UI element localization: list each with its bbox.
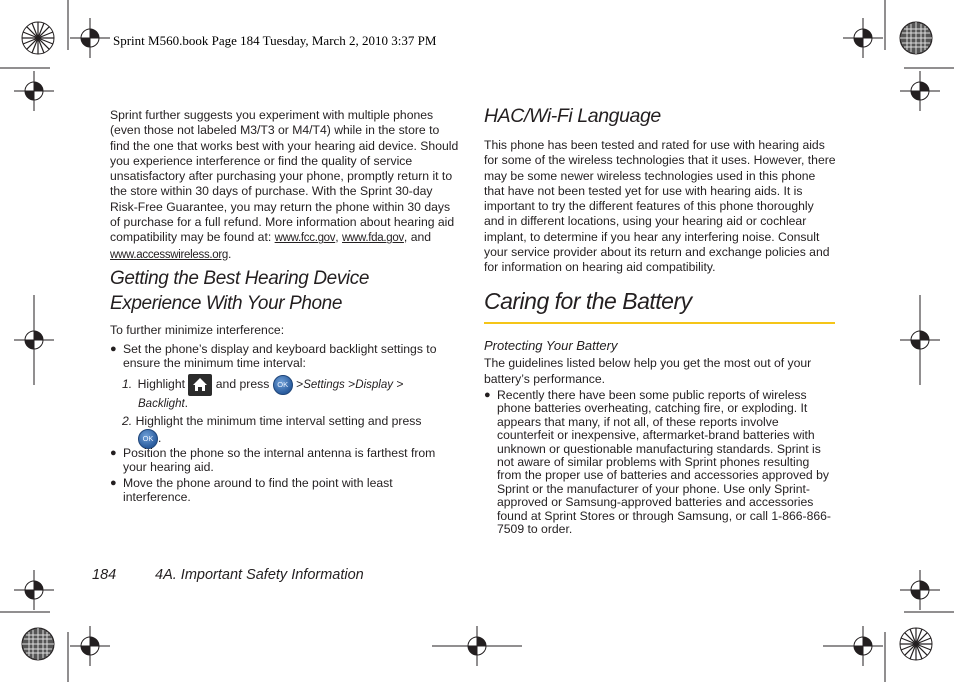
separator: , and	[403, 230, 432, 245]
step-number: 2.	[122, 414, 133, 428]
bullet-icon: ●	[110, 343, 117, 355]
color-target-icon	[21, 21, 55, 55]
registration-mark-icon	[447, 626, 507, 666]
bullet-text: Set the phone’s display and keyboard backlight settings to ensure the minimum time interval:	[123, 342, 437, 370]
registration-mark-icon	[14, 570, 54, 610]
arrow: >	[296, 377, 304, 392]
heading-best-hearing	[110, 266, 470, 316]
heading-battery: Caring for the Battery	[484, 288, 692, 314]
hac-paragraph: This phone has been tested and rated for use with hearing aids for some of the wireless technologies that it uses. However, there may be some newer wireless technologies used in this phone that have not been tested yet for use with hearing aids. It is important to try the different features of this phone thoroughly and in different locations, using your hearing aid or cochlear implant, to determine if you hear any interfering noise. Consult your service provider about its return and exchange policies and for information on hearing aid compatibility.	[484, 138, 836, 275]
arrow: >	[348, 377, 356, 392]
registration-mark-icon	[70, 18, 110, 58]
link-fda[interactable]: www.fda.gov	[342, 232, 404, 245]
registration-mark-icon	[900, 570, 940, 610]
step-text: Highlight the minimum time interval setting and press	[135, 414, 422, 428]
registration-mark-icon	[843, 18, 883, 58]
page-number: 184	[92, 567, 117, 583]
bullet-icon: ●	[110, 447, 117, 459]
link-fcc[interactable]: www.fcc.gov	[274, 232, 336, 245]
menu-display: Display	[355, 379, 394, 392]
list-item	[484, 389, 834, 536]
registration-mark-icon	[900, 71, 940, 111]
menu-settings: Settings	[303, 379, 345, 392]
heading-hac: HAC/Wi-Fi Language	[484, 105, 661, 127]
color-target-icon	[899, 627, 933, 661]
step-2	[122, 414, 457, 449]
registration-mark-icon	[843, 626, 883, 666]
heading-line: Getting the Best Hearing Device	[110, 268, 370, 289]
battery-intro: The guidelines listed below help you get the most out of your battery’s performance.	[484, 356, 812, 386]
separator: ,	[335, 230, 339, 245]
heading-line: Experience With Your Phone	[110, 293, 343, 314]
section-title: 4A. Important Safety Information	[155, 567, 364, 583]
period: .	[228, 246, 232, 261]
step-text: and press	[215, 377, 270, 392]
bullet-text: Recently there have been some public reports of wireless phone batteries overheating, catching fire, or exploding. It appears that many, if not all, of these reports involve counterfeit or inexpensive, aftermarket-brand batteries with unknown or questionable manufacturing standards. Sprint is not aware of similar problems with Sprint phones resulting from the proper use of batteries and accessories approved by Sprint or the manufacturer of your phone. Use only Sprint-approved or Samsung-approved batteries and accessories found at Sprint Stores or through Samsung, or call 1-866-866-7509 to order.	[497, 388, 831, 537]
print-slug: Sprint M560.book Page 184 Tuesday, March 2, 2010 3:37 PM	[113, 33, 437, 48]
bullet-text: Move the phone around to find the point with least interference.	[123, 476, 393, 504]
list-item	[110, 343, 455, 370]
lead-text: To further minimize interference:	[110, 323, 285, 337]
bullet-icon: ●	[484, 389, 491, 401]
step-number: 1.	[122, 377, 133, 392]
step-1	[122, 374, 457, 412]
intro-paragraph	[110, 108, 462, 263]
list-item	[110, 447, 455, 474]
bullet-text: Position the phone so the internal antenna is farthest from your hearing aid.	[123, 446, 436, 474]
color-target-icon	[899, 21, 933, 55]
registration-mark-icon	[14, 71, 54, 111]
step-text: Highlight	[137, 377, 185, 392]
period: .	[158, 431, 162, 446]
period: .	[184, 396, 189, 410]
home-key-icon	[188, 374, 212, 396]
bullet-icon: ●	[110, 477, 117, 489]
arrow: >	[396, 377, 404, 392]
intro-text: Sprint further suggests you experiment with multiple phones (even those not labeled M3/T3 or M4/T4) while in the store to find the one that works best with your hearing aid device. Should you experience interference or find the quality of service unsatisfactory after purchasing your phone, promptly return it to the store within 30 days of purchase. With the Sprint 30-day Risk-Free Guarantee, you may return the phone within 30 days of purchase for a full refund. More information about hearing aid compatibility may be found at:	[110, 108, 459, 245]
registration-mark-icon	[900, 320, 940, 360]
menu-backlight: Backlight	[138, 398, 185, 410]
heading-rule	[484, 322, 835, 324]
registration-mark-icon	[70, 626, 110, 666]
color-target-icon	[21, 627, 55, 661]
subheading-protecting: Protecting Your Battery	[484, 338, 618, 353]
ok-key-icon: OK	[273, 375, 293, 395]
link-accesswireless[interactable]: www.accesswireless.org	[110, 248, 229, 261]
registration-mark-icon	[14, 320, 54, 360]
list-item	[110, 477, 455, 504]
ok-key-icon: OK	[138, 429, 158, 449]
